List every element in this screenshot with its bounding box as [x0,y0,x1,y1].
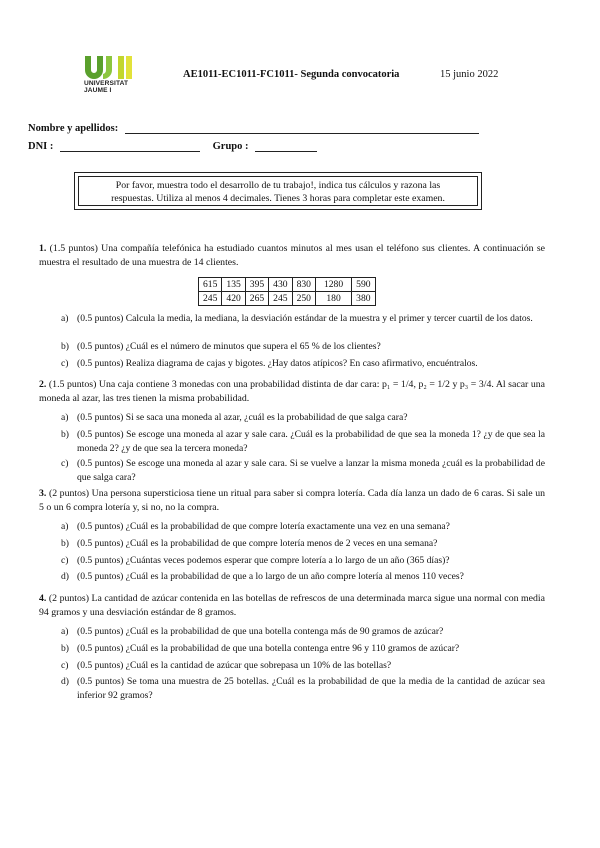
name-line[interactable] [125,123,479,134]
question-1b [61,340,545,354]
question-4 [39,592,545,619]
dni-line[interactable] [60,141,200,152]
question-3a [61,520,545,534]
course-title: AE1011-EC1011-FC1011- Segunda convocatoria [183,69,400,80]
table-cell: 420 [222,292,245,306]
question-1c [61,357,545,371]
item-label: a) [61,412,69,423]
item-label: b) [61,341,69,352]
question-2b [61,428,545,455]
item-label: a) [61,313,69,324]
group-label: Grupo : [212,141,249,152]
item-text: (0.5 puntos) ¿Cuál es la cantidad de azúcar que sobrepasa un 10% de las botellas? [77,660,392,671]
question-text: (2 puntos) La cantidad de azúcar contenida en las botellas de refrescos de una determinada marca sigue una normal con media 94 gramos y una desviación estándar de 8 gramos. [39,593,545,618]
group-line[interactable] [255,141,317,152]
table-cell: 1280 [315,278,351,292]
question-4c [61,659,545,673]
table-cell: 395 [245,278,268,292]
table-row [199,292,376,306]
item-label: c) [61,555,69,566]
item-text: (0.5 puntos) ¿Cuál es la probabilidad de que una botella contenga entre 96 y 110 gramos de azúcar? [77,643,460,654]
question-1 [39,242,545,269]
question-number: 1. [39,243,47,254]
data-table [198,277,376,306]
exam-date: 15 junio 2022 [440,69,499,80]
logo-text [84,80,128,94]
table-cell: 430 [269,278,292,292]
question-number: 2. [39,379,47,390]
item-label: d) [61,571,69,582]
table-cell: 245 [269,292,292,306]
question-3d [61,570,545,584]
logo-line1: UNIVERSITAT [84,80,129,87]
instructions-text: Por favor, muestra todo el desarrollo de tu trabajo!, indica tus cálculos y razona las respuestas. Utiliza al menos 4 decimales. Tienes 3 horas para completar este examen. [78,176,478,206]
table-cell: 180 [315,292,351,306]
item-label: a) [61,626,69,637]
question-2a [61,411,545,425]
question-number: 4. [39,593,47,604]
item-text: (0.5 puntos) Se escoge una moneda al azar y sale cara. Si se vuelve a lanzar la misma moneda ¿cuál es la probabilidad de que salga cara? [77,458,545,483]
question-text: (2 puntos) Una persona supersticiosa tiene un ritual para saber si compra lotería. Cada día lanza un dado de 6 caras. Si sale un 5 o un 6 compra lotería y, si no, no la compra. [39,488,545,513]
question-4a [61,625,545,639]
dni-field[interactable] [28,141,317,152]
table-cell: 250 [292,292,315,306]
logo-line2: JAUME I [84,87,112,94]
table-cell: 135 [222,278,245,292]
item-label: a) [61,521,69,532]
item-label: c) [61,660,69,671]
table-cell: 245 [199,292,222,306]
item-label: c) [61,458,69,469]
item-label: b) [61,538,69,549]
question-text: (1.5 puntos) Una caja contiene 3 monedas con una probabilidad distinta de dar cara: p₁ = 1/4, p₂ = 1/2 y p₃ = 3/4. Al sacar una moneda al azar, las tres tienen la misma probabilidad. [39,379,546,404]
item-text: (0.5 puntos) Si se saca una moneda al azar, ¿cuál es la probabilidad de que salga cara? [77,412,408,423]
item-text: (0.5 puntos) ¿Cuál es la probabilidad de que a lo largo de un año compre lotería al menos 110 veces? [77,571,464,582]
table-cell: 590 [352,278,375,292]
item-label: d) [61,676,69,687]
item-text: (0.5 puntos) Se toma una muestra de 25 botellas. ¿Cuál es la probabilidad de que la media de la cantidad de azúcar sea inferior 92 gramos? [77,676,545,701]
dni-label: DNI : [28,141,54,152]
question-4b [61,642,545,656]
item-label: c) [61,358,69,369]
item-text: (0.5 puntos) ¿Cuál es el número de minutos que supera el 65 % de los clientes? [77,341,381,352]
item-text: (0.5 puntos) ¿Cuál es la probabilidad de que compre lotería menos de 2 veces en una semana? [77,538,438,549]
name-label: Nombre y apellidos: [28,123,119,134]
question-3b [61,537,545,551]
item-label: b) [61,643,69,654]
question-2 [39,378,545,405]
instructions-box [74,172,482,210]
question-2c [61,457,545,484]
item-text: (0.5 puntos) ¿Cuál es la probabilidad de que compre lotería exactamente una vez en una semana? [77,521,450,532]
item-text: (0.5 puntos) ¿Cuál es la probabilidad de que una botella contenga más de 90 gramos de azúcar? [77,626,444,637]
item-text: (0.5 puntos) Se escoge una moneda al azar y sale cara. ¿Cuál es la probabilidad de que sea la moneda 1? ¿y de que sea la moneda 2? ¿y de que sea la tercera moneda? [77,429,545,454]
question-1a [61,312,545,326]
question-text: (1.5 puntos) Una compañía telefónica ha estudiado cuantos minutos al mes usan el teléfono sus clientes. A continuación se muestra el resultado de una muestra de 14 clientes. [39,243,545,268]
question-3c [61,554,545,568]
table-cell: 830 [292,278,315,292]
name-field[interactable] [28,123,479,134]
item-label: b) [61,429,69,440]
table-cell: 615 [199,278,222,292]
table-cell: 265 [245,292,268,306]
table-cell: 380 [352,292,375,306]
table-row [199,278,376,292]
question-number: 3. [39,488,47,499]
question-3 [39,487,545,514]
question-4d [61,675,545,702]
item-text: (0.5 puntos) Realiza diagrama de cajas y bigotes. ¿Hay datos atípicos? En caso afirmativo, encuéntralos. [77,358,478,369]
item-text: (0.5 puntos) ¿Cuántas veces podemos esperar que compre lotería a lo largo de un año (365 días)? [77,555,450,566]
item-text: (0.5 puntos) Calcula la media, la mediana, la desviación estándar de la muestra y el primer y tercer cuartil de los datos. [77,313,533,324]
